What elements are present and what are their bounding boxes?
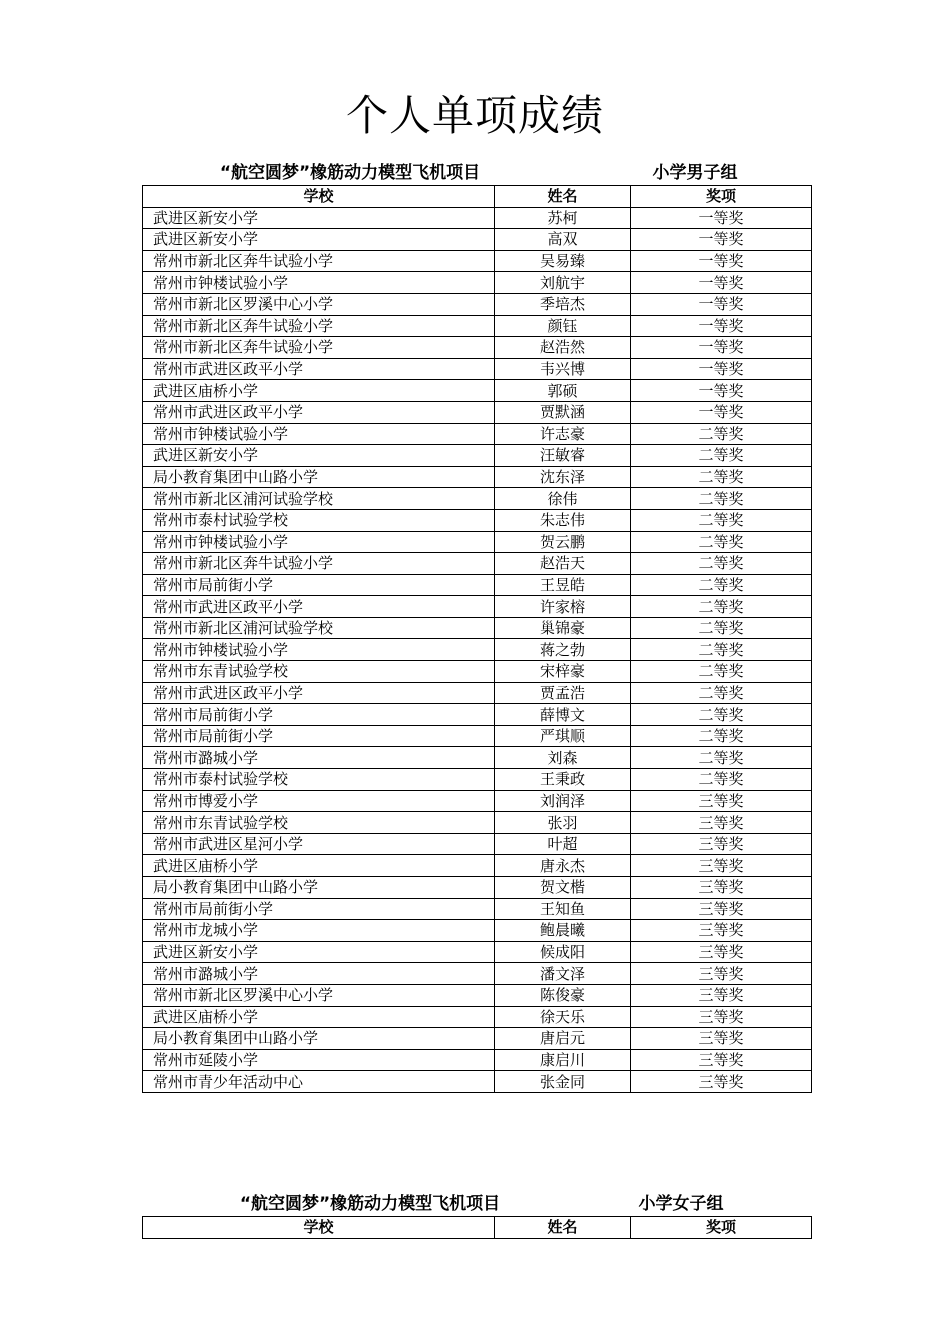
award-cell: 二等奖 [631, 488, 812, 510]
award-cell: 三等奖 [631, 1028, 812, 1050]
award-cell: 二等奖 [631, 725, 812, 747]
school-cell: 常州市新北区奔牛试验小学 [143, 337, 495, 359]
name-column-header: 姓名 [495, 186, 631, 208]
school-cell: 常州市新北区罗溪中心小学 [143, 984, 495, 1006]
student-name-cell: 刘润泽 [495, 790, 631, 812]
award-cell: 二等奖 [631, 509, 812, 531]
table-row [143, 963, 812, 985]
award-cell: 一等奖 [631, 207, 812, 229]
table-row [143, 855, 812, 877]
school-cell: 常州市泰村试验学校 [143, 509, 495, 531]
award-cell: 三等奖 [631, 963, 812, 985]
award-cell: 三等奖 [631, 790, 812, 812]
student-name-cell: 巢锦豪 [495, 617, 631, 639]
table-row [143, 790, 812, 812]
school-cell: 常州市局前街小学 [143, 574, 495, 596]
student-name-cell: 唐永杰 [495, 855, 631, 877]
student-name-cell: 赵浩天 [495, 553, 631, 575]
award-cell: 三等奖 [631, 1006, 812, 1028]
award-cell: 一等奖 [631, 229, 812, 251]
student-name-cell: 季培杰 [495, 293, 631, 315]
award-cell: 二等奖 [631, 704, 812, 726]
student-name-cell: 张金同 [495, 1071, 631, 1093]
girls-results-table [142, 1216, 812, 1239]
table-row [143, 250, 812, 272]
girls-group-name: 小学女子组 [638, 1194, 724, 1214]
table-row [143, 704, 812, 726]
school-cell: 局小教育集团中山路小学 [143, 877, 495, 899]
award-cell: 一等奖 [631, 380, 812, 402]
student-name-cell: 叶超 [495, 833, 631, 855]
school-cell: 常州市武进区政平小学 [143, 358, 495, 380]
school-cell: 常州市新北区罗溪中心小学 [143, 293, 495, 315]
table-row [143, 574, 812, 596]
school-cell: 武进区新安小学 [143, 229, 495, 251]
table-row [143, 639, 812, 661]
award-cell: 一等奖 [631, 337, 812, 359]
school-cell: 常州市青少年活动中心 [143, 1071, 495, 1093]
student-name-cell: 张羽 [495, 812, 631, 834]
award-cell: 二等奖 [631, 466, 812, 488]
award-cell: 二等奖 [631, 639, 812, 661]
student-name-cell: 王秉政 [495, 769, 631, 791]
table-row [143, 920, 812, 942]
school-cell: 常州市局前街小学 [143, 898, 495, 920]
award-cell: 二等奖 [631, 747, 812, 769]
student-name-cell: 康启川 [495, 1049, 631, 1071]
award-cell: 三等奖 [631, 898, 812, 920]
school-cell: 局小教育集团中山路小学 [143, 1028, 495, 1050]
boys-results-table [142, 185, 812, 1093]
school-cell: 常州市博爱小学 [143, 790, 495, 812]
student-name-cell: 候成阳 [495, 941, 631, 963]
school-cell: 常州市新北区奔牛试验小学 [143, 315, 495, 337]
student-name-cell: 刘森 [495, 747, 631, 769]
school-cell: 局小教育集团中山路小学 [143, 466, 495, 488]
table-row [143, 1028, 812, 1050]
school-cell: 常州市潞城小学 [143, 747, 495, 769]
student-name-cell: 贾默涵 [495, 401, 631, 423]
student-name-cell: 贾孟浩 [495, 682, 631, 704]
table-row [143, 833, 812, 855]
award-cell: 二等奖 [631, 596, 812, 618]
student-name-cell: 汪敏睿 [495, 445, 631, 467]
table-row [143, 1049, 812, 1071]
student-name-cell: 徐天乐 [495, 1006, 631, 1028]
school-cell: 武进区庙桥小学 [143, 1006, 495, 1028]
award-cell: 二等奖 [631, 531, 812, 553]
award-cell: 二等奖 [631, 445, 812, 467]
award-cell: 三等奖 [631, 1049, 812, 1071]
award-cell: 一等奖 [631, 358, 812, 380]
school-cell: 常州市东青试验学校 [143, 661, 495, 683]
student-name-cell: 朱志伟 [495, 509, 631, 531]
student-name-cell: 吴易臻 [495, 250, 631, 272]
school-cell: 常州市钟楼试验小学 [143, 272, 495, 294]
boys-table-body [143, 207, 812, 1092]
boys-project-name: “航空圆梦”橡筋动力模型飞机项目 [219, 163, 481, 183]
school-cell: 常州市武进区政平小学 [143, 682, 495, 704]
table-header-row [143, 1217, 812, 1239]
award-column-header: 奖项 [631, 1217, 812, 1239]
school-cell: 武进区新安小学 [143, 941, 495, 963]
award-cell: 三等奖 [631, 941, 812, 963]
student-name-cell: 唐启元 [495, 1028, 631, 1050]
girls-section-heading [0, 1193, 950, 1215]
table-row [143, 596, 812, 618]
school-cell: 常州市泰村试验学校 [143, 769, 495, 791]
student-name-cell: 高双 [495, 229, 631, 251]
boys-group-name: 小学男子组 [652, 163, 738, 183]
table-row [143, 272, 812, 294]
school-cell: 武进区庙桥小学 [143, 380, 495, 402]
award-cell: 三等奖 [631, 877, 812, 899]
award-cell: 二等奖 [631, 769, 812, 791]
student-name-cell: 宋梓豪 [495, 661, 631, 683]
school-column-header: 学校 [143, 1217, 495, 1239]
school-cell: 常州市延陵小学 [143, 1049, 495, 1071]
table-row [143, 466, 812, 488]
award-cell: 二等奖 [631, 574, 812, 596]
school-cell: 常州市局前街小学 [143, 725, 495, 747]
student-name-cell: 陈俊豪 [495, 984, 631, 1006]
table-row [143, 661, 812, 683]
student-name-cell: 王知鱼 [495, 898, 631, 920]
award-cell: 三等奖 [631, 855, 812, 877]
table-row [143, 488, 812, 510]
award-cell: 二等奖 [631, 682, 812, 704]
table-row [143, 812, 812, 834]
student-name-cell: 许家榕 [495, 596, 631, 618]
table-row [143, 725, 812, 747]
award-cell: 三等奖 [631, 920, 812, 942]
student-name-cell: 蒋之勃 [495, 639, 631, 661]
student-name-cell: 刘航宇 [495, 272, 631, 294]
school-cell: 常州市新北区浦河试验学校 [143, 617, 495, 639]
award-cell: 一等奖 [631, 272, 812, 294]
student-name-cell: 严琪顺 [495, 725, 631, 747]
table-row [143, 769, 812, 791]
school-cell: 常州市钟楼试验小学 [143, 531, 495, 553]
school-cell: 常州市龙城小学 [143, 920, 495, 942]
award-cell: 二等奖 [631, 423, 812, 445]
table-row [143, 617, 812, 639]
table-row [143, 1071, 812, 1093]
table-row [143, 445, 812, 467]
student-name-cell: 王昱皓 [495, 574, 631, 596]
student-name-cell: 徐伟 [495, 488, 631, 510]
award-cell: 三等奖 [631, 812, 812, 834]
table-row [143, 293, 812, 315]
school-cell: 常州市新北区奔牛试验小学 [143, 250, 495, 272]
table-row [143, 423, 812, 445]
student-name-cell: 贺文楷 [495, 877, 631, 899]
school-cell: 武进区庙桥小学 [143, 855, 495, 877]
award-cell: 一等奖 [631, 315, 812, 337]
table-row [143, 898, 812, 920]
student-name-cell: 许志豪 [495, 423, 631, 445]
table-header-row [143, 186, 812, 208]
school-cell: 常州市武进区星河小学 [143, 833, 495, 855]
table-row [143, 207, 812, 229]
student-name-cell: 赵浩然 [495, 337, 631, 359]
school-cell: 常州市钟楼试验小学 [143, 423, 495, 445]
award-cell: 二等奖 [631, 617, 812, 639]
student-name-cell: 郭硕 [495, 380, 631, 402]
table-row [143, 401, 812, 423]
school-cell: 武进区新安小学 [143, 207, 495, 229]
student-name-cell: 贺云鹏 [495, 531, 631, 553]
award-cell: 二等奖 [631, 553, 812, 575]
award-cell: 三等奖 [631, 833, 812, 855]
award-cell: 三等奖 [631, 984, 812, 1006]
table-row [143, 941, 812, 963]
page-title: 个人单项成绩 [345, 91, 604, 140]
table-row [143, 984, 812, 1006]
boys-section-heading [0, 162, 950, 184]
student-name-cell: 薛博文 [495, 704, 631, 726]
table-row [143, 229, 812, 251]
table-row [143, 747, 812, 769]
table-row [143, 877, 812, 899]
school-cell: 常州市武进区政平小学 [143, 401, 495, 423]
award-column-header: 奖项 [631, 186, 812, 208]
table-row [143, 1006, 812, 1028]
table-row [143, 380, 812, 402]
award-cell: 一等奖 [631, 250, 812, 272]
school-cell: 常州市局前街小学 [143, 704, 495, 726]
award-cell: 一等奖 [631, 293, 812, 315]
school-cell: 常州市新北区浦河试验学校 [143, 488, 495, 510]
student-name-cell: 颜钰 [495, 315, 631, 337]
student-name-cell: 鲍晨曦 [495, 920, 631, 942]
table-row [143, 682, 812, 704]
student-name-cell: 韦兴博 [495, 358, 631, 380]
table-row [143, 358, 812, 380]
award-cell: 二等奖 [631, 661, 812, 683]
award-cell: 三等奖 [631, 1071, 812, 1093]
school-cell: 常州市钟楼试验小学 [143, 639, 495, 661]
table-row [143, 509, 812, 531]
table-row [143, 337, 812, 359]
school-cell: 常州市武进区政平小学 [143, 596, 495, 618]
table-row [143, 315, 812, 337]
student-name-cell: 沈东泽 [495, 466, 631, 488]
table-row [143, 553, 812, 575]
name-column-header: 姓名 [495, 1217, 631, 1239]
student-name-cell: 苏柯 [495, 207, 631, 229]
girls-project-name: “航空圆梦”橡筋动力模型飞机项目 [239, 1194, 501, 1214]
school-cell: 常州市潞城小学 [143, 963, 495, 985]
award-cell: 一等奖 [631, 401, 812, 423]
table-row [143, 531, 812, 553]
school-cell: 常州市东青试验学校 [143, 812, 495, 834]
school-cell: 武进区新安小学 [143, 445, 495, 467]
school-cell: 常州市新北区奔牛试验小学 [143, 553, 495, 575]
school-column-header: 学校 [143, 186, 495, 208]
student-name-cell: 潘文泽 [495, 963, 631, 985]
